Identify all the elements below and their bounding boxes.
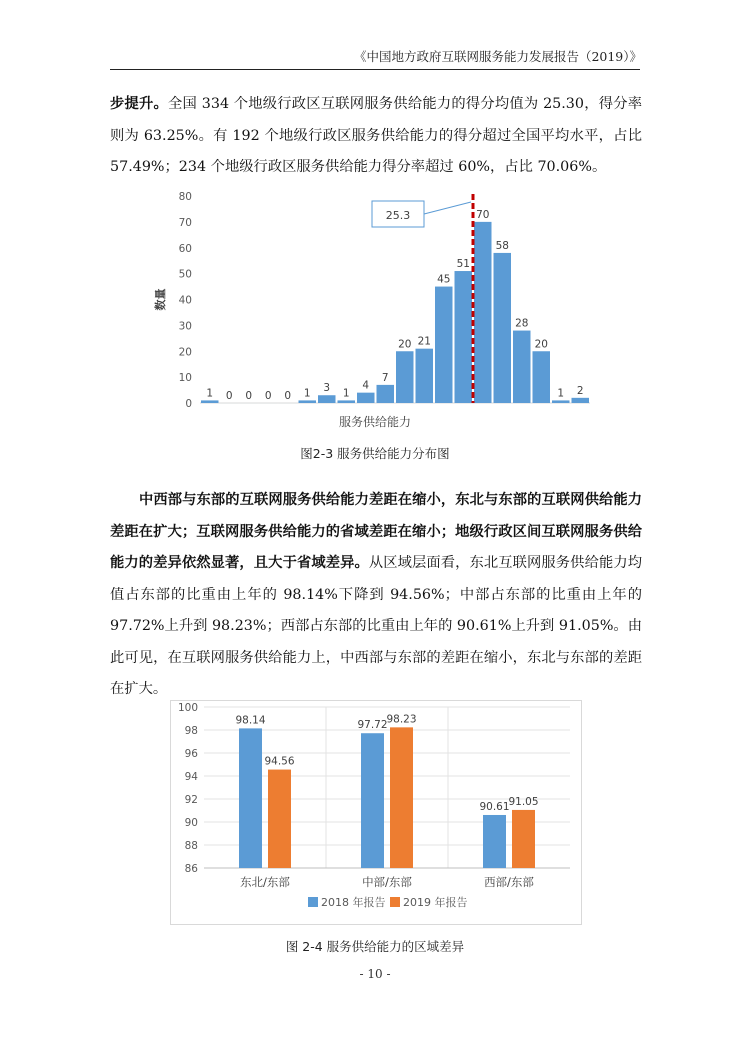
bar-value-label: 1	[303, 387, 311, 400]
y-tick-label: 94	[184, 771, 198, 783]
y-tick-label: 80	[178, 191, 192, 203]
y-tick-label: 20	[178, 346, 192, 359]
y-tick-label: 98	[184, 725, 198, 737]
figure-2-4-caption: 图 2-4 服务供给能力的区域差异	[285, 939, 465, 954]
y-tick-label: 86	[184, 863, 198, 875]
bar-value-label: 0	[245, 390, 253, 402]
regional-difference-chart	[170, 700, 582, 925]
y-tick-label: 100	[177, 702, 198, 714]
y-tick-label: 96	[184, 748, 198, 760]
bar-value-label: 91.05	[508, 795, 539, 808]
bar-value-label: 98.14	[235, 714, 266, 727]
category-label: 西部/东部	[484, 875, 534, 889]
bar-value-label: 98.23	[386, 713, 417, 726]
bar-2018	[483, 815, 506, 868]
y-tick-label: 30	[178, 320, 192, 333]
histogram-bar	[299, 400, 317, 403]
histogram-bar	[533, 351, 551, 403]
bar-value-label: 3	[323, 382, 331, 395]
histogram-bar	[338, 400, 356, 403]
category-label: 中部/东部	[362, 875, 412, 889]
category-label: 东北/东部	[240, 875, 290, 889]
bar-value-label: 7	[381, 371, 389, 384]
bar-value-label: 1	[206, 387, 214, 400]
running-header: 《中国地方政府互联网服务能力发展报告（2019）》	[353, 49, 642, 64]
y-tick-label: 60	[178, 242, 192, 255]
bar-value-label: 70	[476, 208, 490, 221]
legend-swatch-2018	[308, 897, 318, 907]
histogram-bar	[474, 222, 492, 403]
bar-value-label: 4	[362, 379, 370, 392]
legend-swatch-2019	[390, 897, 400, 907]
paragraph-1-bold: 步提升。	[110, 96, 169, 112]
y-tick-label: 90	[184, 817, 198, 829]
figure-2-3-caption: 图2-3 服务供给能力分布图	[300, 446, 450, 461]
paragraph-2	[110, 485, 642, 706]
paragraph-2-text: 从区域层面看，东北互联网服务供给能力均值占东部的比重由上年的 98.14%下降到 94.56%；中部占东部的比重由上年的 97.72%上升到 98.23%；西部占东部的比重由上年的 90.61%上升到 91.05%。由此可见，在互联网服务供给能力上，中西部与东部的差距在缩小，东北与东部的差距在扩大。	[110, 555, 643, 697]
bar-value-label: 0	[264, 390, 272, 402]
bar-value-label: 0	[284, 390, 292, 402]
histogram-bar	[357, 393, 375, 403]
histogram-bar	[572, 398, 590, 403]
legend-label: 2019 年报告	[403, 896, 468, 909]
bar-value-label: 58	[495, 239, 509, 252]
mean-callout-pointer	[424, 202, 471, 214]
x-axis-label: 服务供给能力	[338, 415, 412, 429]
bar-value-label: 20	[534, 338, 548, 351]
histogram-bar	[513, 331, 531, 403]
histogram-bar	[318, 395, 336, 403]
paragraph-1	[110, 89, 642, 184]
bar-value-label: 94.56	[264, 755, 295, 768]
bar-value-label: 1	[557, 387, 565, 400]
histogram-bar	[416, 349, 434, 403]
mean-callout-label: 25.3	[385, 209, 411, 222]
bar-value-label: 20	[398, 338, 412, 351]
y-tick-label: 88	[184, 840, 198, 852]
bar-value-label: 97.72	[357, 719, 388, 732]
y-tick-label: 0	[185, 398, 192, 410]
bar-value-label: 28	[515, 317, 529, 330]
histogram-bar	[435, 287, 453, 403]
legend-label: 2018 年报告	[321, 896, 386, 909]
bar-value-label: 45	[437, 273, 451, 286]
bar-value-label: 0	[225, 390, 233, 402]
y-tick-label: 40	[178, 294, 192, 307]
histogram-bar	[377, 385, 395, 403]
bar-2018	[239, 728, 262, 868]
y-tick-label: 10	[178, 372, 192, 385]
y-tick-label: 50	[178, 268, 192, 281]
bar-value-label: 2	[576, 384, 584, 397]
bar-value-label: 90.61	[479, 800, 510, 813]
histogram-bar	[552, 400, 570, 403]
bar-value-label: 21	[417, 335, 431, 348]
y-tick-label: 92	[184, 794, 198, 806]
histogram-bar	[494, 253, 512, 403]
distribution-chart	[150, 188, 600, 433]
y-axis-label: 数量	[154, 288, 167, 311]
histogram-bar	[396, 351, 414, 403]
bar-2019	[390, 727, 413, 868]
bar-2019	[268, 770, 291, 868]
paragraph-1-text: 全国 334 个地级行政区互联网服务供给能力的得分均值为 25.30，得分率则为 63.25%。有 192 个地级行政区服务供给能力的得分超过全国平均水平，占比 57.49%；234 个地级行政区服务供给能力得分率超过 60%，占比 70.06%。	[110, 96, 643, 175]
header-rule	[110, 69, 640, 70]
histogram-bar	[455, 271, 473, 403]
page-number: - 10 -	[359, 967, 391, 981]
bar-2019	[512, 810, 535, 868]
histogram-bar	[201, 400, 219, 403]
bar-2018	[361, 733, 384, 868]
bar-value-label: 51	[456, 258, 470, 271]
y-tick-label: 70	[178, 216, 192, 229]
paragraph-2-bold: 中西部与东部的互联网服务供给能力差距在缩小，东北与东部的互联网供给能力差距在扩大；互联网服务供给能力的省域差距在缩小；地级行政区间互联网服务供给能力的差异依然显著，且大于省域差异。	[110, 492, 642, 571]
bar-value-label: 1	[342, 387, 350, 400]
